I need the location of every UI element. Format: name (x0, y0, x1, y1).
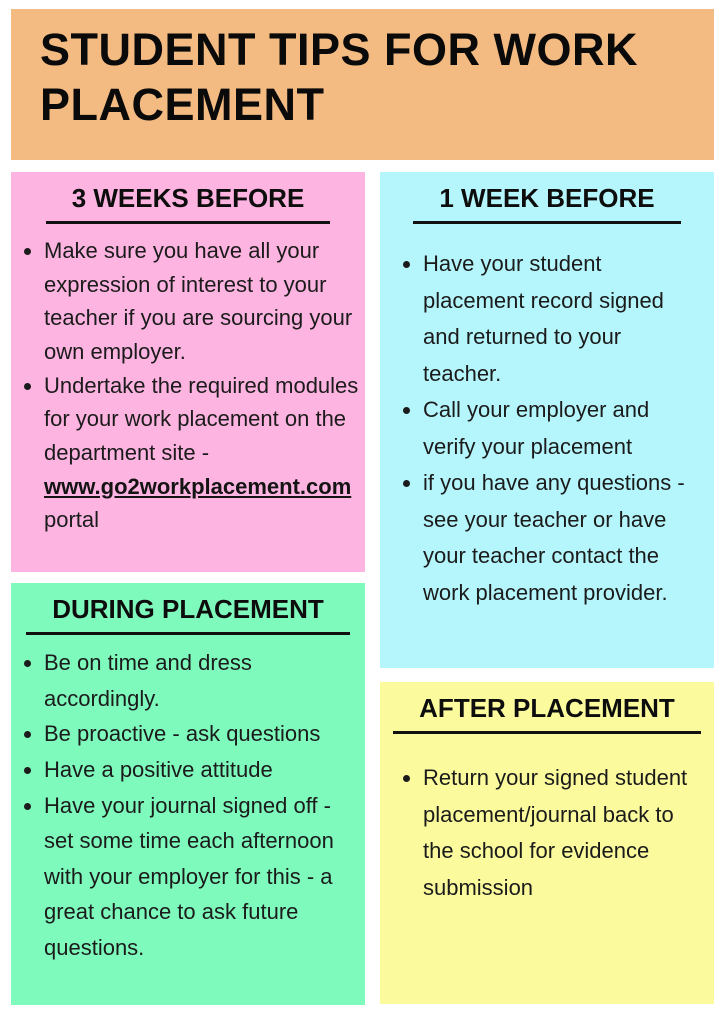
bullet-text: Have a positive attitude (44, 756, 273, 782)
bullet-text: Call your employer and verify your placement (423, 397, 650, 459)
list-item (423, 392, 704, 465)
section-after-placement (380, 682, 714, 1004)
bullet-text: Be on time and dress accordingly. (44, 650, 252, 711)
bullet-text: portal (44, 507, 100, 533)
bullet-text: Be proactive - ask questions (44, 721, 321, 747)
section-3-weeks-before (11, 172, 365, 572)
bullet-text: if you have any questions - see your teacher or have your teacher contact the work placement provider. (423, 470, 685, 605)
bullet-text: Have your student placement record signed and returned to your teacher. (423, 251, 664, 386)
list-item (44, 788, 365, 966)
section-1-week-before (380, 172, 714, 668)
list-item (44, 369, 363, 537)
list-item (423, 465, 704, 611)
section-heading-text: 3 WEEKS BEFORE (46, 183, 331, 224)
list-item (423, 246, 704, 392)
section-heading-text: DURING PLACEMENT (26, 594, 350, 635)
bullet-text: Undertake the required modules for your work placement on the department site - (44, 372, 359, 465)
page-title: STUDENT TIPS FOR WORK PLACEMENT (40, 24, 638, 130)
list-item (44, 645, 365, 716)
tips-list (380, 246, 714, 611)
list-item (44, 234, 363, 369)
bullet-text: Return your signed student placement/journal back to the school for evidence submission (423, 765, 688, 900)
list-item (423, 760, 704, 906)
section-heading-text: AFTER PLACEMENT (393, 693, 701, 734)
list-item (44, 752, 365, 788)
poster-header (11, 9, 714, 160)
tips-list (11, 645, 365, 966)
section-heading (380, 172, 714, 224)
section-heading (11, 172, 365, 224)
tips-list (11, 234, 365, 537)
tips-list (380, 760, 714, 906)
go2workplacement-link[interactable]: www.go2workplacement.com (44, 473, 352, 499)
section-heading (380, 682, 714, 734)
bullet-text: Have your journal signed off - set some time each afternoon with your employer for this - a great chance to ask future questions. (44, 792, 334, 960)
section-heading-text: 1 WEEK BEFORE (413, 183, 680, 224)
section-during-placement (11, 583, 365, 1005)
bullet-text: Make sure you have all your expression of interest to your teacher if you are sourcing your own employer. (44, 238, 353, 364)
list-item (44, 716, 365, 752)
section-heading (11, 583, 365, 635)
